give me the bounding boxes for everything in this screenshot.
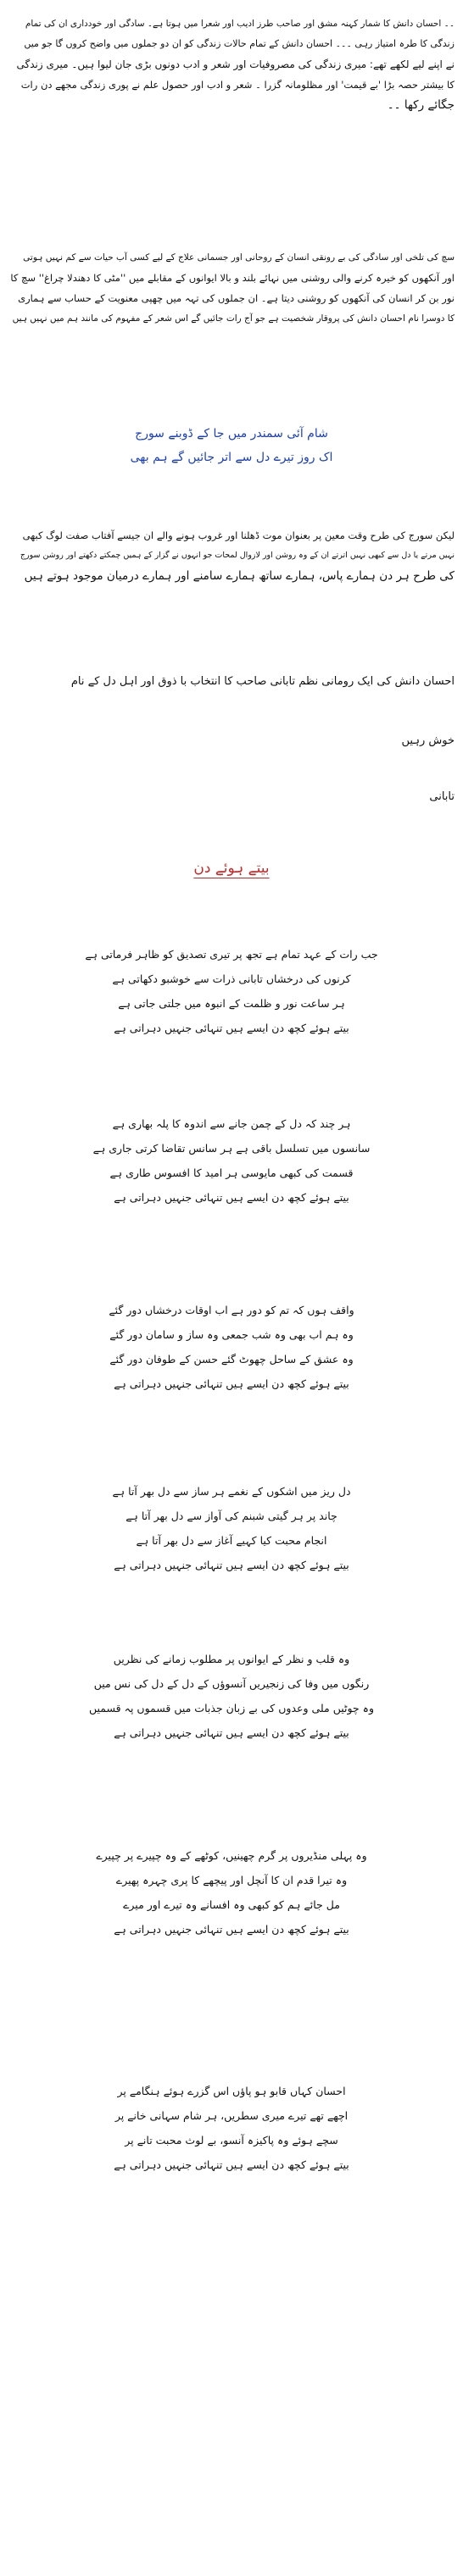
signature: تابانی [429,790,455,803]
text-line: جگائے رکھا ۔۔ [387,98,455,112]
poem-line: بیتے ہوئے کچھ دن ایسے ہیں تنہائی جنہیں دہراتی ہے [114,1191,349,1204]
poem-line: بیتے ہوئے کچھ دن ایسے ہیں تنہائی جنہیں دہراتی ہے [114,1377,349,1390]
text-line: نور بن کر انسان کی آنکھوں کو روشنی دیتا ہے۔ ان جملوں کی تہہ میں چھپی معنویت کے حساب سے ہماری [18,292,455,304]
poem-line: جب رات کے عہد تمام ہے تجھ پر تیری تصدیق کو ظاہر فرماتی ہے [85,948,378,961]
poem-line: کرنوں کی درخشاں تابانی ذرات سے خوشبو دکھاتی ہے [112,972,351,985]
text-line: زندگی کا طرہ امتیاز رہی ۔۔۔ احسان دانش کے تمام حالات زندگی کو ان دو جملوں میں واضح کروں گا جو میں [24,38,455,49]
poem-line: ہر چند کہ دل کے چمن جانے سے اندوہ کا پلہ بھاری ہے [112,1117,351,1130]
text-line: ۔۔ احسان دانش کا شمار کہنہ مشق اور صاحب طرز ادیب اور شعرا میں ہوتا ہے۔ سادگی اور خودداری ان کی تمام [25,19,455,29]
second-paragraph [8,247,455,329]
poem-line: انجام محبت کیا کہیے آغاز سے دل بھر آتا ہے [136,1534,327,1547]
poem-line: بیتے ہوئے کچھ دن ایسے ہیں تنہائی جنہیں دہراتی ہے [114,1923,349,1936]
poem-line: وہ قلب و نظر کے ایوانوں پر مطلوب زمانے کی نظریں [113,1653,350,1665]
poem-line: بیتے ہوئے کچھ دن ایسے ہیں تنہائی جنہیں دہراتی ہے [114,1726,349,1739]
poem-line: وہ تیرا قدم ان کا آنچل اور پیچھے کا پری چہرہ پھیرے [115,1874,348,1886]
poem-line: چاند پر ہر گیتی شبنم کی آواز سے دل بھر آتا ہے [126,1510,337,1522]
text-line: کا بیشتر حصہ بڑا 'بے قیمت' اور مظلومانہ گزرا ۔ شعر و ادب اور حصول علم نے پوری زندگی مجھے دن رات [20,79,455,91]
third-paragraph [8,525,455,586]
poem-line: بیتے ہوئے کچھ دن ایسے ہیں تنہائی جنہیں دہراتی ہے [114,2158,349,2171]
poem-stanza [8,2079,455,2177]
poem-line: احسان کہاں قابو ہو پاؤں اس گزرے ہوئے ہنگامے پر [117,2085,346,2097]
poem-stanza [8,1647,455,1745]
poem-line: وہ ہم اب بھی وہ شب جمعی وہ ساز و سامان دور گئے [109,1328,354,1341]
poem-line: واقف ہوں کہ تم کو دور ہے اب اوقات درخشاں دور گئے [109,1304,354,1316]
text-line: نے اپنے لیے لکھے تھے: میری زندگی کی مصروفیات اور شعر و ادب دونوں بڑی جان لیوا ہیں۔ میری زندگی [16,58,455,70]
text-line: کی طرح ہر دن ہمارے پاس، ہمارے ساتھ ہمارے سامنے اور ہمارے درمیان موجود ہوتے ہیں [24,569,455,583]
poem-title: بیتے ہوئے دن [193,860,270,877]
couplet-line: اک روز تیرے دل سے اتر جائیں گے ہم بھی [130,451,333,464]
poem-line: سچے ہوئے وہ پاکیزہ آنسو، بے لوث محبت تانے پر [125,2134,338,2147]
text-line: نہیں مرتے یا دل سے کبھی نہیں اترتے ان کے وہ روشن اور لازوال لمحات جو انہوں نے گزار کے ہمیں چمکتے دکھتے اور روشن سورج [20,551,455,560]
sign-off: خوش رہیں [401,734,455,747]
poem-stanza [8,1298,455,1396]
poem-line: سانسوں میں تسلسل باقی ہے ہر سانس تقاضا کرتی جاری ہے [92,1142,371,1155]
intro-paragraph [8,14,455,115]
poem-line: رنگوں میں وفا کی زنجیریں آنسوؤں کے دل کے دل کی نس میں [93,1677,370,1690]
poem-stanza [8,1111,455,1210]
text-line: لیکن سورج کی طرح وقت معین پر بعنوان موت ڈھلنا اور غروب ہونے والے ان جیسے آفتاب صفت لوگ کبھی [22,529,455,541]
poem-line: دل ریز میں اشکوں کے نغمے ہر ساز سے دل بھر آتا ہے [112,1485,351,1498]
text-line: کا دوسرا نام احسان دانش کی پروقار شخصیت ہے جو آج رات جائیں گے اس شعر کے مفہوم کی مانند ہم میں نہیں ہیں [12,313,455,324]
poem-stanza [8,1843,455,1942]
poem-line: مل جائے ہم کو کبھی وہ افسانے وہ تیرے اور میرے [123,1898,340,1911]
quoted-couplet [8,422,455,469]
poem-line: بیتے ہوئے کچھ دن ایسے ہیں تنہائی جنہیں دہراتی ہے [114,1559,349,1571]
poem-line: وہ چوٹیں ملی وعدوں کی بے زبان جذبات میں قسموں پہ قسمیں [89,1702,374,1715]
poem-line: بیتے ہوئے کچھ دن ایسے ہیں تنہائی جنہیں دہراتی ہے [114,1022,349,1034]
dedication-note: احسان دانش کی ایک رومانی نظم تابانی صاحب کا انتخاب با ذوق اور اہل دل کے نام [70,675,455,688]
text-line: اور آنکھوں کو خیرہ کرنے والی روشنی میں نہائے بلند و بالا ایوانوں کے مقابلے میں ''مٹی کا دھندلا چراغ'' سچ کا [10,272,455,284]
poem-line: اچھے تھے تیرے میری سطریں، ہر شام سہانی خانے پر [114,2109,349,2122]
poem-line: وہ عشق کے ساحل چھوٹ گئے حسن کے طوفان دور گئے [109,1353,354,1366]
poem-line: ہر ساعت نور و ظلمت کے انبوہ میں جلتی جاتی ہے [118,997,345,1010]
text-line: سچ کی تلخی اور سادگی کی بے رونقی انسان کے روحانی اور جسمانی علاج کے لیے کسی آب حیات سے کم نہیں ہوتی [23,252,455,263]
poem-line: وہ پہلی منڈیروں پر گرم چھینیں، کوٹھے کے وہ چپیرے پر چپیرے [96,1849,367,1862]
poem-stanza [8,1479,455,1577]
poem-line: قسمت کی کبھی مایوسی ہر امید کا افسوس طاری ہے [109,1166,354,1179]
poem-stanza [8,942,455,1040]
couplet-line: شام آئی سمندر میں جا کے ڈوبنے سورج [135,427,328,440]
